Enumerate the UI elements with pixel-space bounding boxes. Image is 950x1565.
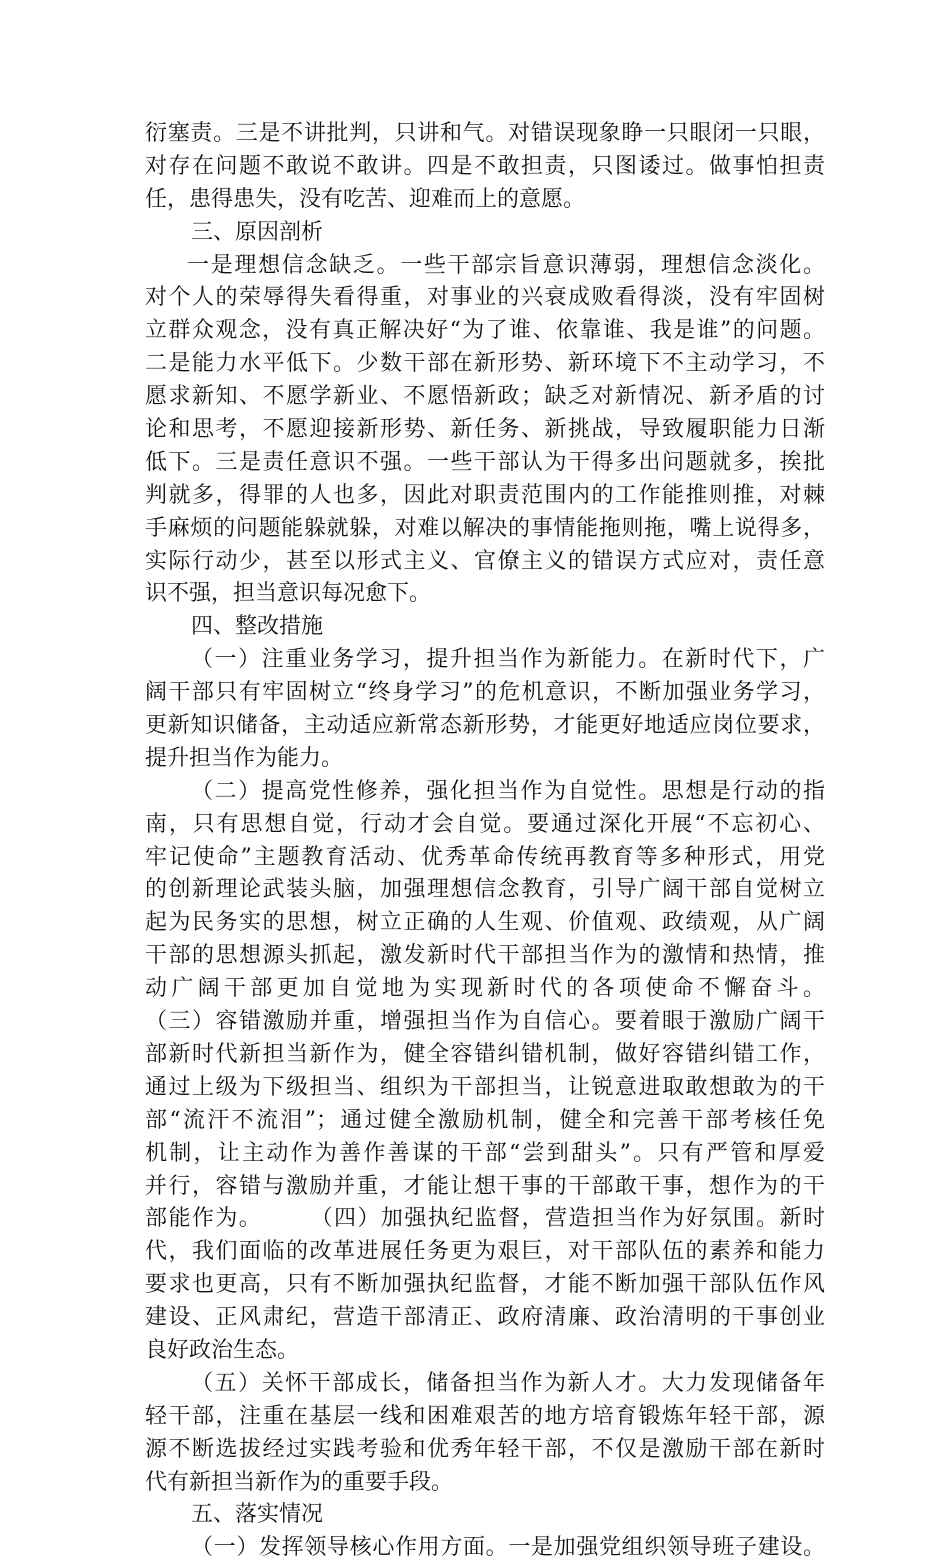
text-line: 部“流汗不流泪”；通过健全激励机制，健全和完善干部考核任免 xyxy=(145,1107,825,1133)
text-line: 愿求新知、不愿学新业、不愿悟新政；缺乏对新情况、新矛盾的讨 xyxy=(145,384,825,410)
text-line: 五、落实情况 xyxy=(191,1502,324,1528)
text-line: 对个人的荣辱得失看得重，对事业的兴衰成败看得淡，没有牢固树 xyxy=(145,285,825,311)
text-line: 二是能力水平低下。少数干部在新形势、新环境下不主动学习，不 xyxy=(145,351,825,377)
text-line: 代有新担当新作为的重要手段。 xyxy=(145,1469,454,1495)
text-line: 论和思考，不愿迎接新形势、新任务、新挑战，导致履职能力日渐 xyxy=(145,417,825,443)
text-line: 三、原因剖析 xyxy=(191,219,324,245)
text-line: 手麻烦的问题能躲就躲，对难以解决的事情能拖则拖，嘴上说得多， xyxy=(145,515,825,541)
text-line: 代，我们面临的改革进展任务更为艰巨，对干部队伍的素养和能力 xyxy=(145,1239,825,1265)
text-line: （三）容错激励并重，增强担当作为自信心。要着眼于激励广阔干 xyxy=(145,1009,825,1035)
text-line: （五）关怀干部成长，储备担当作为新人才。大力发现储备年 xyxy=(191,1370,825,1396)
text-line: 任，患得患失，没有吃苦、迎难而上的意愿。 xyxy=(145,186,586,212)
text-line: 建设、正风肃纪，营造干部清正、政府清廉、政治清明的干事创业 xyxy=(145,1305,825,1331)
text-line: 判就多，得罪的人也多，因此对职责范围内的工作能推则推，对棘 xyxy=(145,482,825,508)
text-line: 更新知识储备，主动适应新常态新形势，才能更好地适应岗位要求， xyxy=(145,713,825,739)
document-body xyxy=(145,118,825,1565)
text-line: 立群众观念，没有真正解决好“为了谁、依靠谁、我是谁”的问题。 xyxy=(145,318,825,344)
text-line: （一）注重业务学习，提升担当作为新能力。在新时代下，广 xyxy=(191,647,825,673)
text-line: 南，只有思想自觉，行动才会自觉。要通过深化开展“不忘初心、 xyxy=(145,811,825,837)
text-line: 牢记使命”主题教育活动、优秀革命传统再教育等多种形式，用党 xyxy=(145,844,825,870)
text-line: （一）发挥领导核心作用方面。一是加强党组织领导班子建设。 xyxy=(191,1535,825,1561)
text-line: 良好政治生态。 xyxy=(145,1337,300,1363)
text-line: 通过上级为下级担当、组织为干部担当，让锐意进取敢想敢为的干 xyxy=(145,1074,825,1100)
text-line: 源不断选拔经过实践考验和优秀年轻干部，不仅是激励干部在新时 xyxy=(145,1436,825,1462)
text-line: 低下。三是责任意识不强。一些干部认为干得多出问题就多，挨批 xyxy=(145,449,825,475)
text-line: 衍塞责。三是不讲批判，只讲和气。对错误现象睁一只眼闭一只眼， xyxy=(145,121,825,146)
text-line: 阔干部只有牢固树立“终身学习”的危机意识，不断加强业务学习， xyxy=(145,680,825,706)
text-line: 部新时代新担当新作为，健全容错纠错机制，做好容错纠错工作， xyxy=(145,1041,825,1067)
text-line: 干部的思想源头抓起，激发新时代干部担当作为的激情和热情，推 xyxy=(145,943,825,969)
text-line: 识不强，担当意识每况愈下。 xyxy=(145,581,432,607)
text-line: 的创新理论武装头脑，加强理想信念教育，引导广阔干部自觉树立 xyxy=(145,877,825,903)
text-line: 部能作为。 （四）加强执纪监督，营造担当作为好氛围。新时 xyxy=(145,1206,825,1232)
text-line: 要求也更高，只有不断加强执纪监督，才能不断加强干部队伍作风 xyxy=(145,1272,825,1298)
text-line: 四、整改措施 xyxy=(191,614,324,640)
text-line: 起为民务实的思想，树立正确的人生观、价值观、政绩观，从广阔 xyxy=(145,910,825,936)
text-line: 轻干部，注重在基层一线和困难艰苦的地方培育锻炼年轻干部，源 xyxy=(145,1403,825,1429)
text-line: 并行，容错与激励并重，才能让想干事的干部敢干事，想作为的干 xyxy=(145,1173,825,1199)
text-line: 对存在问题不敢说不敢讲。四是不敢担责，只图诿过。做事怕担责 xyxy=(145,153,825,179)
text-line: 提升担当作为能力。 xyxy=(145,745,344,771)
text-line: 实际行动少，甚至以形式主义、官僚主义的错误方式应对，责任意 xyxy=(145,548,825,574)
text-line: 一是理想信念缺乏。一些干部宗旨意识薄弱，理想信念淡化。 xyxy=(187,252,825,278)
text-line: 动广阔干部更加自觉地为实现新时代的各项使命不懈奋斗。 xyxy=(145,976,825,1002)
text-line: （二）提高党性修养，强化担当作为自觉性。思想是行动的指 xyxy=(191,778,825,804)
text-line: 机制，让主动作为善作善谋的干部“尝到甜头”。只有严管和厚爱 xyxy=(145,1140,825,1166)
